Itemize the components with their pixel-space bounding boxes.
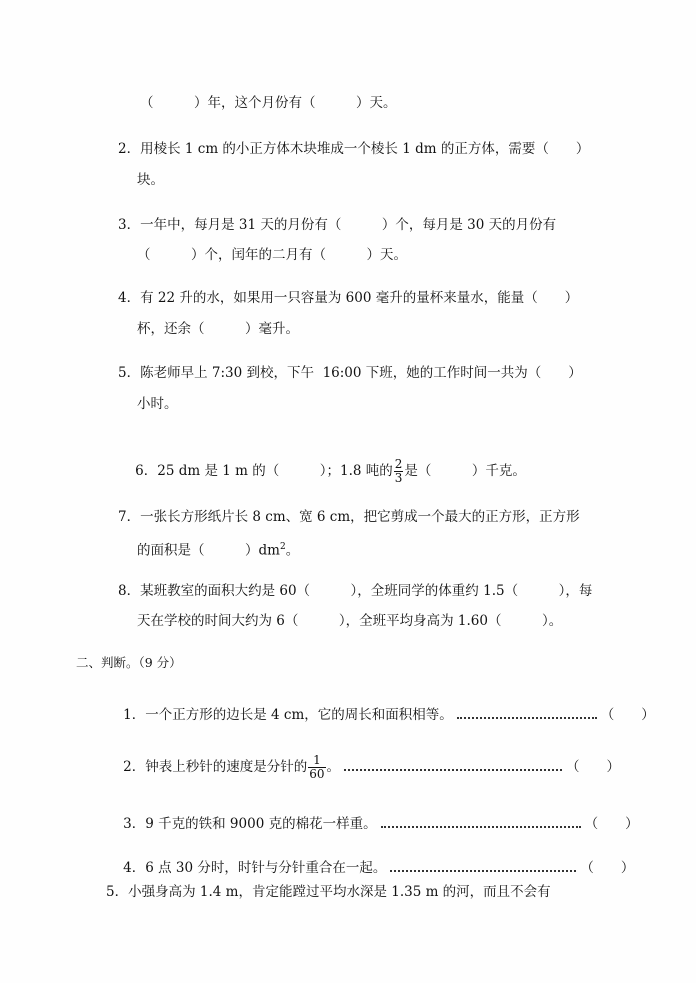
q4-line2: 杯，还余（ ）毫升。 — [137, 321, 299, 337]
fraction-denominator: 60 — [309, 767, 325, 781]
dot-leader — [344, 769, 562, 771]
judge-item-2-end: 。 — [326, 759, 341, 775]
section2-heading: 二、判断。（9 分） — [76, 655, 182, 670]
judge-item-3-text: 3．9 千克的铁和 9000 克的棉花一样重。 — [123, 816, 377, 832]
judge-item-2 — [106, 736, 626, 799]
q4-line1: 4．有 22 升的水，如果用一只容量为 600 毫升的量杯来量水，能量（ ） — [118, 290, 579, 306]
q5-line1: 5．陈老师早上 7:30 到校，下午 16:00 下班，她的工作时间一共为（ ） — [118, 365, 582, 381]
answer-blank: （ ） — [580, 860, 635, 876]
answer-blank: （ ） — [566, 759, 621, 775]
fraction-numerator: 1 — [308, 754, 325, 768]
q7-line2-end: 。 — [285, 542, 300, 559]
fraction-denominator: 3 — [394, 471, 403, 485]
fraction-two-thirds — [394, 458, 404, 485]
dot-leader — [390, 870, 576, 872]
q6-text-after: 是（ ）千克。 — [404, 463, 526, 479]
dot-leader — [381, 826, 581, 828]
answer-blank: （ ） — [600, 707, 655, 723]
judge-item-4-text: 4．6 点 30 分时，时针与分针重合在一起。 — [123, 860, 387, 876]
q7-line2 — [137, 538, 299, 560]
dot-leader — [457, 717, 597, 719]
q1-continuation: （ ）年，这个月份有（ ）天。 — [140, 95, 397, 111]
q8-line2: 天在学校的时间大约为 6（ ），全班平均身高为 1.60（ ）。 — [137, 613, 563, 629]
q7-line1: 7．一张长方形纸片长 8 cm、宽 6 cm，把它剪成一个最大的正方形，正方形 — [118, 509, 580, 525]
judge-item-5: 5．小强身高为 1.4 m，肯定能蹚过平均水深是 1.35 m 的河，而且不会有 — [106, 884, 551, 900]
q5-line2: 小时。 — [137, 396, 178, 412]
q3-line1: 3．一年中，每月是 31 天的月份有（ ）个，每月是 30 天的月份有 — [118, 217, 557, 233]
q3-line2: （ ）个，闰年的二月有（ ）天。 — [137, 247, 407, 263]
fraction-numerator: 2 — [394, 457, 403, 471]
superscript: 2 — [279, 542, 286, 552]
judge-item-2-text: 2．钟表上秒针的速度是分针的 — [123, 759, 308, 775]
q6-line — [118, 440, 526, 503]
judge-item-1 — [106, 688, 655, 742]
q7-line2-text: 的面积是（ ）dm — [137, 542, 280, 559]
judge-item-1-text: 1．一个正方形的边长是 4 cm，它的周长和面积相等。 — [123, 707, 453, 723]
q8-line1: 8．某班教室的面积大约是 60（ ），全班同学的体重约 1.5（ ），每 — [118, 583, 593, 599]
answer-blank: （ ） — [584, 816, 639, 832]
q2-line2: 块。 — [137, 172, 164, 188]
q2-line1: 2．用棱长 1 cm 的小正方体木块堆成一个棱长 1 dm 的正方体，需要（ ） — [118, 141, 590, 157]
q6-text-before: 6．25 dm 是 1 m 的（ ）；1.8 吨的 — [135, 463, 393, 479]
fraction-one-sixtieth — [308, 754, 325, 781]
